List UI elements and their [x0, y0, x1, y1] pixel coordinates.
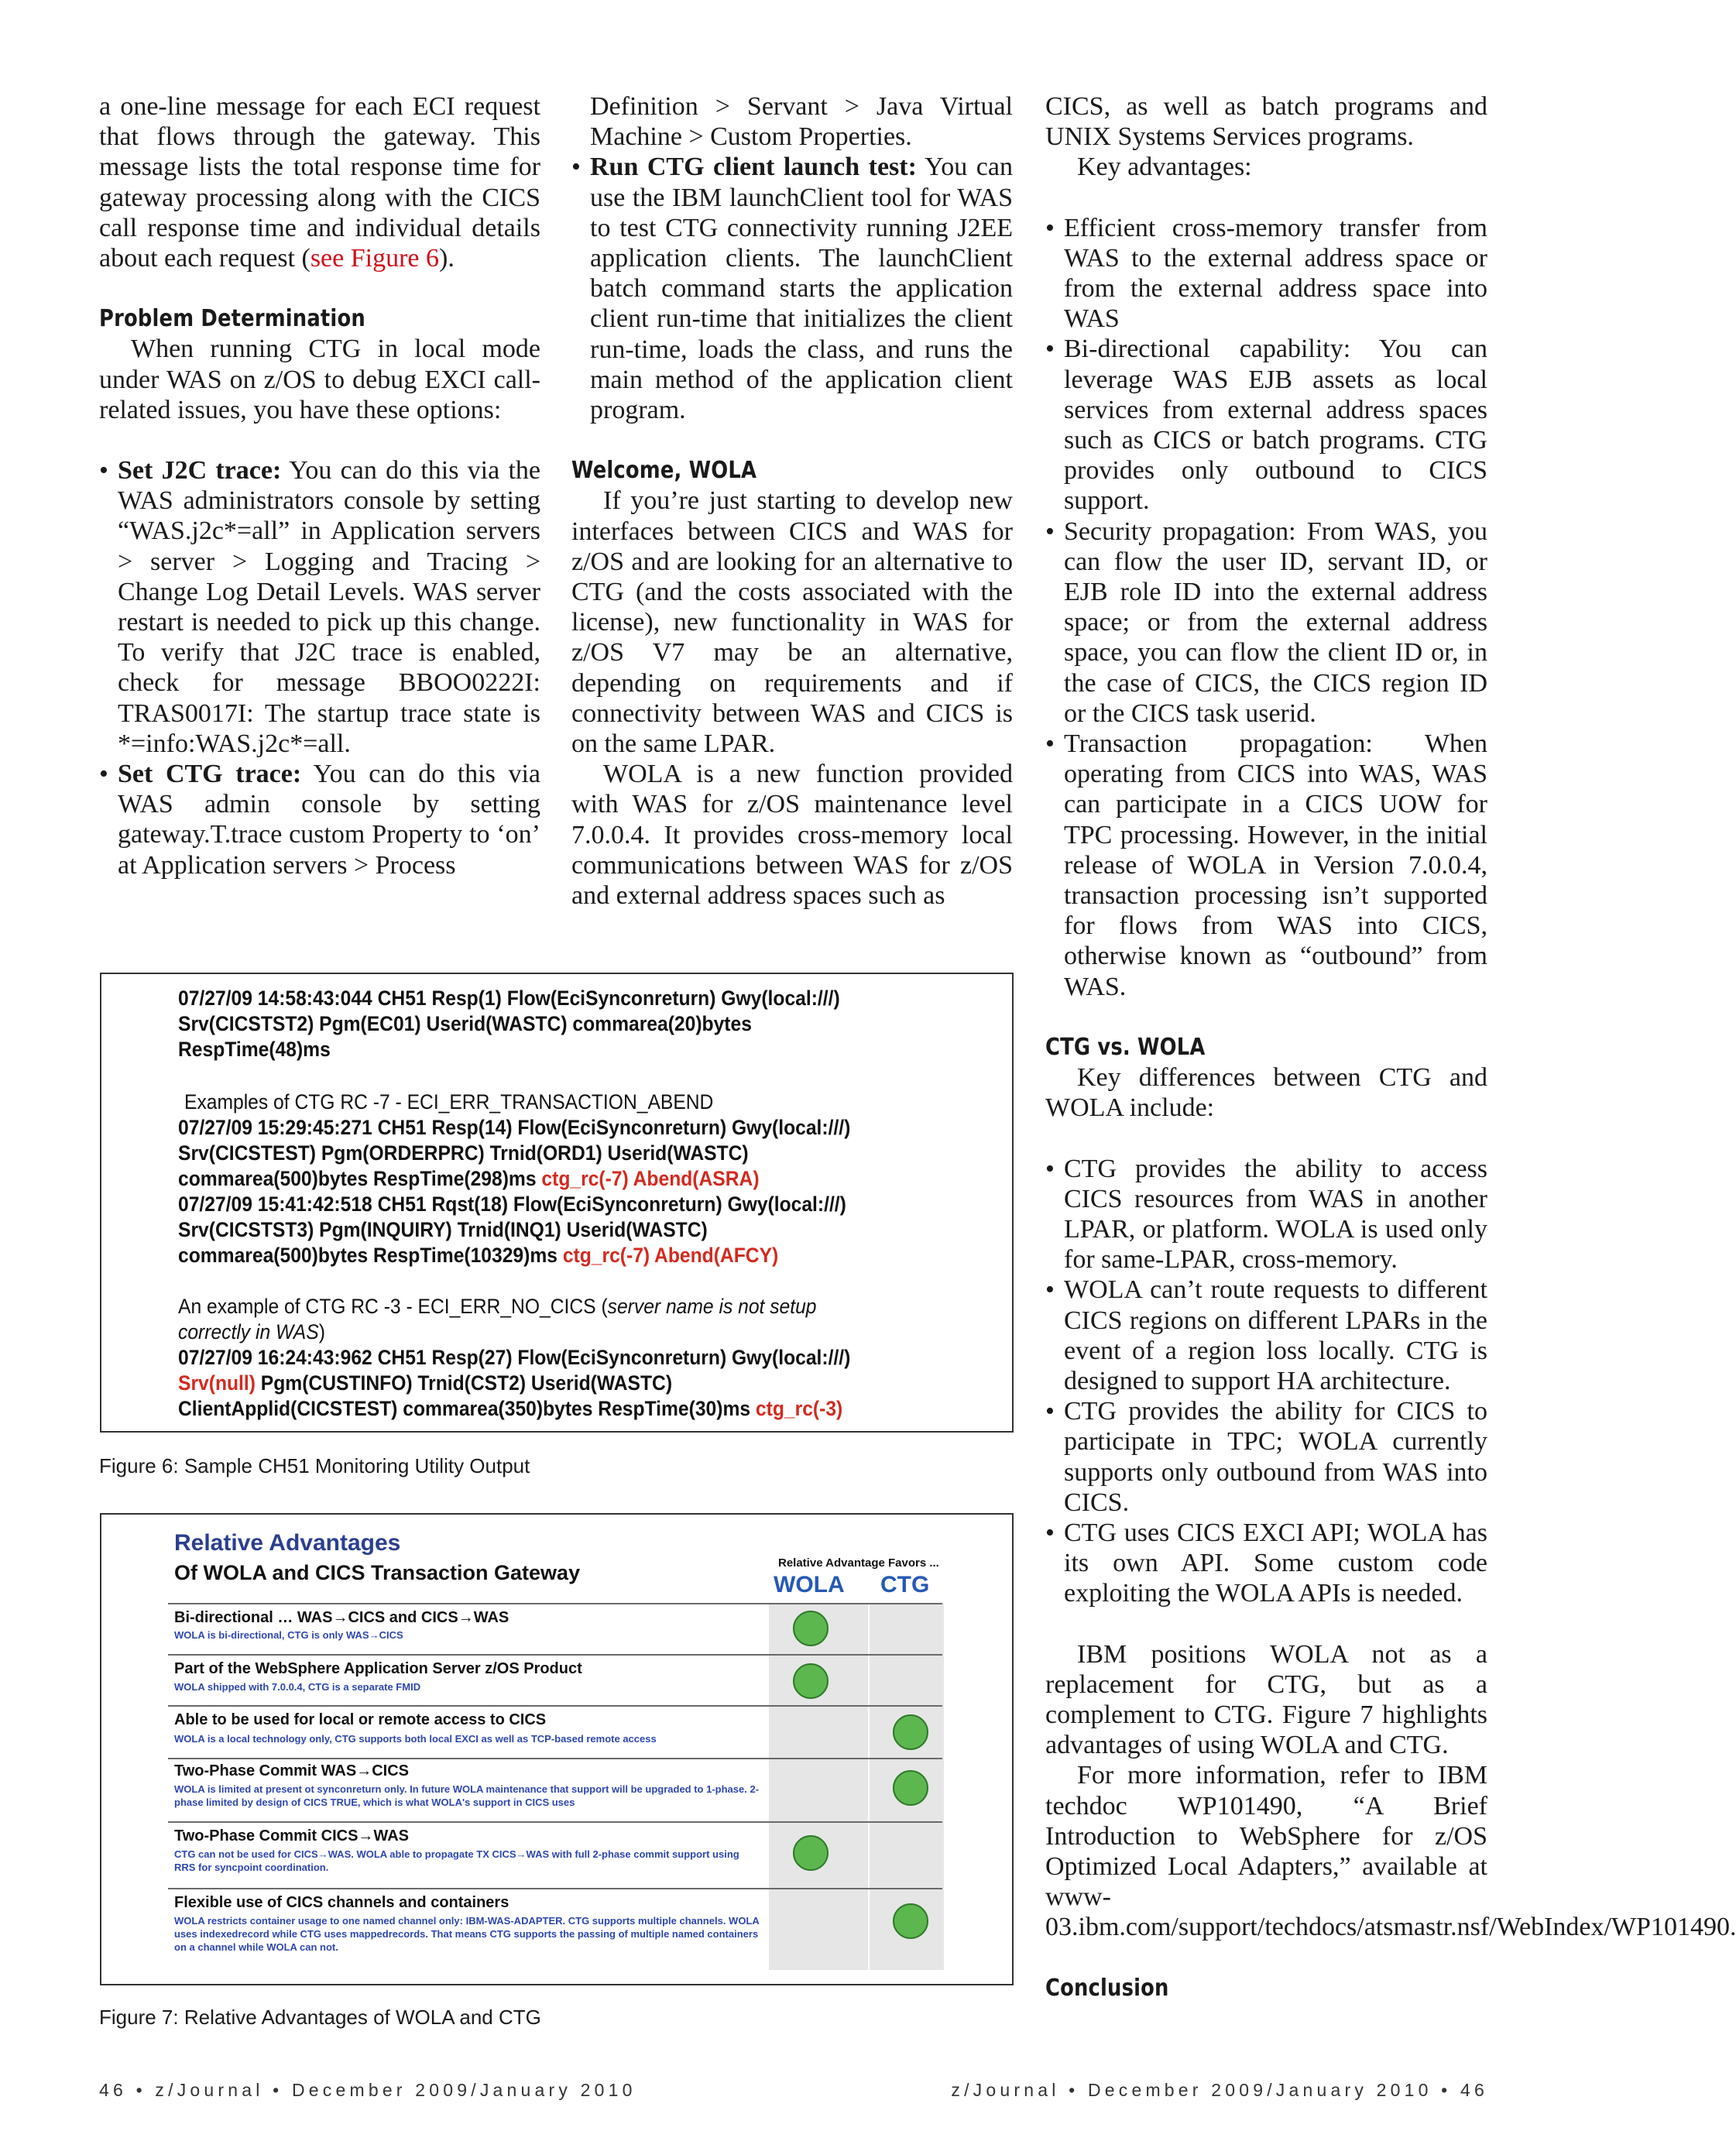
- col2-paragraph-3: WOLA is a new function provided with WAS for z/OS maintenance level 7.0.0.4. It provides cross-memory local communications between WAS for z/OS and external address spaces such as: [571, 760, 1013, 911]
- list-item: • Set CTG trace: You can do this via WAS admin console by setting gateway.T.trace custom Property to ‘on’ at Application servers > Process: [99, 759, 540, 880]
- figure-6-caption: Figure 6: Sample CH51 Monitoring Utility Output: [99, 1454, 530, 1477]
- row-title: Two-Phase Commit CICS→WAS: [174, 1827, 409, 1844]
- col2-paragraph-2: If you’re just starting to develop new interfaces between CICS and WAS for z/OS and are looking for an alternative to CTG (and the costs associated with the license), new functionality in WAS for z/OS V7 may be an alternative, depending on requirements and if connectivity between WAS and CICS is on the same LPAR.: [571, 486, 1013, 759]
- list-item: • CTG uses CICS EXCI API; WOLA has its own API. Some custom code exploiting the WOLA APIs is needed.: [1045, 1518, 1487, 1609]
- footer-right: z/Journal • December 2009/January 2010 • 46: [951, 2080, 1488, 2100]
- favors-label: Relative Advantage Favors ...: [778, 1556, 939, 1570]
- list-item: • Transaction propagation: When operating from CICS into WAS, WAS can participate in a CICS UOW for TPC processing. However, in the initial release of WOLA in Version 7.0.0.4, transaction processing isn’t supported for flows from WAS into CICS, otherwise known as “outbound” from WAS.: [1045, 729, 1487, 1002]
- divider: [168, 1758, 942, 1759]
- log-line: RespTime(48)ms: [178, 1038, 331, 1061]
- heading-problem-determination: Problem Determination: [99, 305, 365, 333]
- log-line: commarea(500)bytes RespTime(298)ms ctg_rc(-7) Abend(ASRA): [178, 1167, 760, 1190]
- col1-bullet-list: [99, 455, 540, 880]
- log-line: Srv(null) Pgm(CUSTINFO) Trnid(CST2) Userid(WASTC): [178, 1371, 673, 1395]
- log-line: ClientApplid(CICSTEST) commarea(350)bytes RespTime(30)ms ctg_rc(-3): [178, 1397, 843, 1420]
- log-line: 07/27/09 15:29:45:271 CH51 Resp(14) Flow(EciSynconreturn) Gwy(local:///): [178, 1116, 851, 1139]
- divider: [168, 1654, 942, 1656]
- row-title: Able to be used for local or remote access to CICS: [174, 1711, 547, 1728]
- footer-left: 46 • z/Journal • December 2009/January 2010: [99, 2080, 636, 2100]
- row-subtext: WOLA restricts container usage to one named channel only: IBM-WAS-ADAPTER. CTG supports multiple channels. WOLA uses indexedrecord while CTG uses mappedrecords. That means CTG supports the passing of multiple named containers on a channel while WOLA can not.: [174, 1915, 760, 1953]
- log-line: 07/27/09 14:58:43:044 CH51 Resp(1) Flow(EciSynconreturn) Gwy(local:///): [178, 987, 840, 1010]
- list-item: • Security propagation: From WAS, you can flow the user ID, servant ID, or EJB role ID into the external address space; or from the external address space, you can flow the client ID or, in the case of CICS, the CICS region ID or the CICS task userid.: [1045, 516, 1487, 729]
- row-title: Bi-directional … WAS→CICS and CICS→WAS: [174, 1609, 509, 1626]
- log-line: 07/27/09 16:24:43:962 CH51 Resp(27) Flow(EciSynconreturn) Gwy(local:///): [178, 1346, 851, 1369]
- row-title: Flexible use of CICS channels and containers: [174, 1894, 509, 1911]
- row-subtext: WOLA shipped with 7.0.0.4, CTG is a separate FMID: [174, 1681, 421, 1693]
- row-subtext: CTG can not be used for CICS→WAS. WOLA able to propagate TX CICS→WAS with full 2-phase commit support using RRS for syncpoint coordination.: [174, 1848, 739, 1873]
- list-item: • Run CTG client launch test: You can use the IBM launchClient tool for WAS to test CTG connectivity running J2EE application clients. The launchClient batch command starts the application client run-time that initializes the client run-time, loads the class, and runs the main method of the application client program.: [571, 152, 1013, 425]
- page-footer: [99, 2080, 1488, 2103]
- advantage-dot-icon: [893, 1903, 928, 1939]
- figure-7-caption: Figure 7: Relative Advantages of WOLA and CTG: [99, 2006, 541, 2029]
- log-section-heading: correctly in WAS): [178, 1320, 325, 1343]
- heading-ctg-vs-wola: CTG vs. WOLA: [1045, 1033, 1206, 1061]
- column-2: [571, 91, 1013, 911]
- advantage-dot-icon: [793, 1611, 829, 1646]
- divider: [168, 1705, 942, 1707]
- divider: [168, 1888, 942, 1889]
- figure-7-title: Relative Advantages: [174, 1530, 401, 1556]
- figure-7-subtitle: Of WOLA and CICS Transaction Gateway: [174, 1561, 581, 1584]
- col3-paragraph-4: IBM positions WOLA not as a replacement for CTG, but as a complement to CTG. Figure 7 highlights advantages of using WOLA and CTG.: [1045, 1639, 1487, 1760]
- col1-paragraph-1: a one-line message for each ECI request that flows through the gateway. This message lists the total response time for gateway processing along with the CICS call response time and individual details about each request (see Figure 6).: [99, 92, 540, 273]
- row-subtext: WOLA is a local technology only, CTG supports both local EXCI as well as TCP-based remote access: [174, 1733, 657, 1745]
- row-subtext: WOLA is limited at present ot synconreturn only. In future WOLA maintenance that support will be upgraded to 1-phase. 2-phase limited by design of CICS TRUE, which is what WOLA's support in CICS uses: [174, 1783, 760, 1808]
- col3-paragraph-1: CICS, as well as batch programs and UNIX Systems Services programs.: [1045, 92, 1487, 152]
- key-advantages-list: [1045, 213, 1487, 1002]
- log-line: Srv(CICSTST3) Pgm(INQUIRY) Trnid(INQ1) Userid(WASTC): [178, 1218, 708, 1241]
- log-line: Srv(CICSTEST) Pgm(ORDERPRC) Trnid(ORD1) Userid(WASTC): [178, 1141, 749, 1165]
- divider: [168, 1821, 942, 1823]
- log-section-heading: An example of CTG RC -3 - ECI_ERR_NO_CICS (server name is not setup: [178, 1295, 817, 1318]
- advantage-dot-icon: [793, 1663, 829, 1699]
- heading-welcome-wola: Welcome, WOLA: [571, 457, 757, 485]
- col2-bullet-list: [571, 152, 1013, 425]
- list-item: • Bi-directional capability: You can leverage WAS EJB assets as local services from external address spaces such as CICS or batch programs. CTG provides only outbound to CICS support.: [1045, 334, 1487, 516]
- col2-paragraph-1: Definition > Servant > Java Virtual Machine > Custom Properties.: [590, 92, 1013, 152]
- advantage-dot-icon: [793, 1835, 829, 1871]
- figure-6-link[interactable]: see Figure 6: [310, 244, 440, 273]
- key-differences-list: [1045, 1154, 1487, 1609]
- log-section-heading: Examples of CTG RC -7 - ECI_ERR_TRANSACTION_ABEND: [184, 1090, 714, 1114]
- wola-column-bg: [769, 1603, 868, 1970]
- divider: [168, 1603, 942, 1604]
- row-title: Two-Phase Commit WAS→CICS: [174, 1762, 409, 1779]
- figure-6-box: [100, 973, 1014, 1433]
- list-item: • Efficient cross-memory transfer from WAS to the external address space or from the external address space into WAS: [1045, 213, 1487, 335]
- column-1: [99, 91, 540, 880]
- ctg-column-header: CTG: [880, 1572, 930, 1597]
- row-subtext: WOLA is bi-directional, CTG is only WAS→CICS: [174, 1629, 403, 1641]
- col3-paragraph-5: For more information, refer to IBM techdoc WP101490, “A Brief Introduction to WebSphere for z/OS Optimized Local Adapters,” available at www-03.ibm.com/support/techdocs/atsmastr.nsf/WebIndex/WP101490.: [1045, 1761, 1736, 1942]
- col3-paragraph-2: Key advantages:: [1077, 153, 1252, 182]
- log-line: commarea(500)bytes RespTime(10329)ms ctg_rc(-7) Abend(AFCY): [178, 1244, 779, 1267]
- advantage-dot-icon: [893, 1770, 928, 1806]
- advantage-dot-icon: [893, 1714, 928, 1750]
- col1-paragraph-2: When running CTG in local mode under WAS on z/OS to debug EXCI call-related issues, you have these options:: [99, 335, 540, 424]
- log-line: Srv(CICSTST2) Pgm(EC01) Userid(WASTC) commarea(20)bytes: [178, 1012, 752, 1035]
- column-3: [1045, 91, 1736, 2003]
- log-line: 07/27/09 15:41:42:518 CH51 Rqst(18) Flow(EciSynconreturn) Gwy(local:///): [178, 1192, 846, 1216]
- list-item: • Set J2C trace: You can do this via the WAS administrators console by setting “WAS.j2c*=all” in Application servers > server > Logging and Tracing > Change Log Detail Levels. WAS server restart is needed to pick up this change. To verify that J2C trace is enabled, check for message BBOO0222I: TRAS0017I: The startup trace state is *=info:WAS.j2c*=all.: [99, 455, 540, 759]
- list-item: • CTG provides the ability for CICS to participate in TPC; WOLA currently supports only outbound from WAS into CICS.: [1045, 1396, 1487, 1518]
- heading-conclusion: Conclusion: [1045, 1974, 1169, 2002]
- wola-column-header: WOLA: [774, 1572, 845, 1597]
- list-item: • CTG provides the ability to access CICS resources from WAS in another LPAR, or platform. WOLA is used only for same-LPAR, cross-memory.: [1045, 1154, 1487, 1275]
- figure-7-box: [100, 1513, 1014, 1985]
- list-item: • WOLA can’t route requests to different CICS regions on different LPARs in the event of a region loss locally. CTG is designed to support HA architecture.: [1045, 1275, 1487, 1396]
- col3-paragraph-3: Key differences between CTG and WOLA include:: [1045, 1063, 1487, 1123]
- row-title: Part of the WebSphere Application Server z/OS Product: [174, 1660, 582, 1677]
